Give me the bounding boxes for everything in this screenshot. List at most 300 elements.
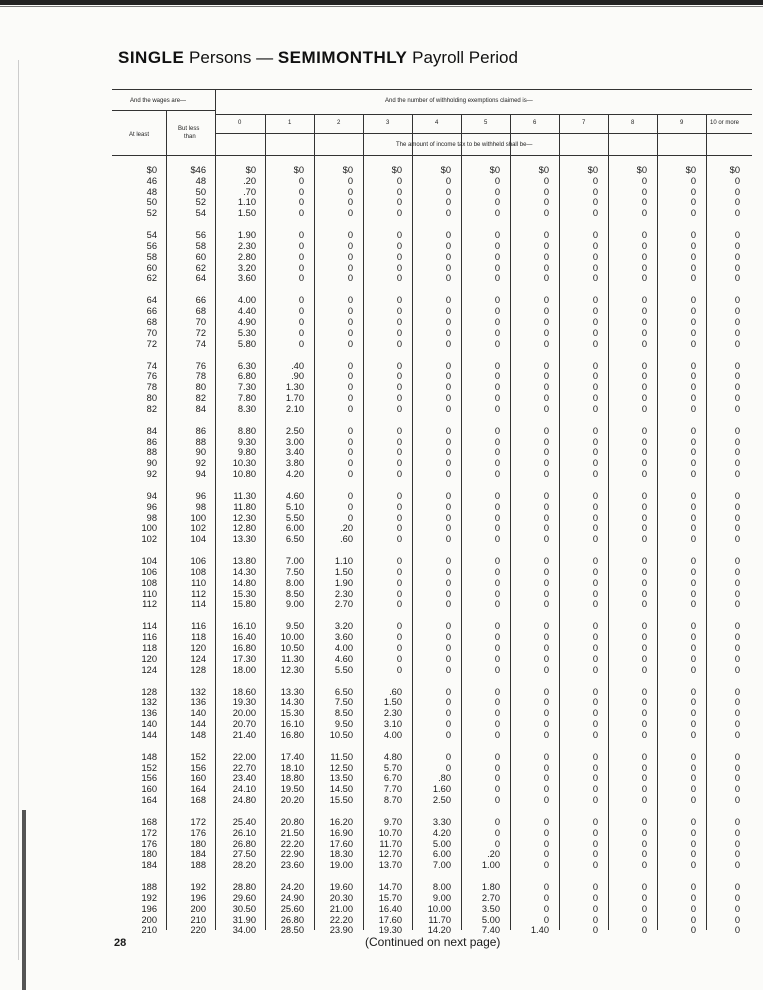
- tax-amount: 0: [543, 697, 549, 708]
- tax-amount: 0: [347, 425, 353, 436]
- tax-amount: 4.00: [237, 295, 256, 306]
- tax-amount: 0: [445, 175, 451, 186]
- tax-amount: 0: [445, 360, 451, 371]
- tax-amount: 0: [734, 719, 740, 729]
- col-header-7: 7: [582, 120, 586, 126]
- wage-at-least: $0: [146, 165, 157, 175]
- wage-but-less: 74: [195, 338, 206, 349]
- tax-amount: 0: [592, 251, 598, 262]
- tax-amount: 19.00: [329, 860, 353, 871]
- tax-amount: 0: [641, 230, 647, 241]
- wage-at-least: 156: [141, 773, 157, 784]
- tax-amount: 0: [734, 382, 740, 393]
- wage-at-least: 78: [146, 382, 157, 393]
- tax-amount: 0: [734, 903, 740, 914]
- tax-amount: 0: [734, 338, 740, 349]
- tax-amount: 0: [641, 643, 647, 653]
- tax-amount: 0: [543, 784, 549, 795]
- tax-amount: 0: [347, 469, 353, 479]
- tax-amount: 0: [396, 577, 402, 588]
- tax-amount: 10.50: [280, 643, 304, 653]
- tax-amount: 0: [690, 567, 696, 577]
- tax-amount: 0: [445, 491, 451, 501]
- tax-amount: 0: [592, 197, 598, 208]
- tax-amount: 0: [641, 317, 647, 327]
- wage-but-less: 128: [190, 664, 206, 675]
- tax-amount: 3.00: [285, 436, 304, 447]
- tax-amount: 26.80: [280, 914, 304, 925]
- tax-amount: 25.40: [232, 817, 256, 827]
- wage-but-less: 110: [191, 577, 206, 588]
- tax-amount: 0: [445, 371, 451, 382]
- tax-amount: 0: [592, 849, 598, 860]
- tax-amount: 0: [396, 262, 402, 273]
- tax-amount: 0: [690, 360, 696, 371]
- tax-amount: 0: [592, 882, 598, 893]
- tax-amount: 0: [592, 719, 598, 729]
- tax-amount: 0: [445, 306, 451, 317]
- tax-amount: 0: [494, 501, 500, 512]
- wage-at-least: 66: [146, 306, 157, 317]
- tax-amount: 0: [690, 491, 696, 501]
- tax-amount: 0: [690, 197, 696, 208]
- tax-amount: 0: [445, 577, 451, 588]
- tax-amount: 0: [494, 393, 500, 403]
- tax-amount: 20.00: [232, 708, 256, 719]
- tax-amount: 0: [396, 599, 402, 610]
- tax-amount: 0: [592, 458, 598, 469]
- tax-amount: 0: [690, 393, 696, 403]
- tax-amount: 0: [690, 817, 696, 827]
- tax-amount: 0: [347, 403, 353, 414]
- tax-amount: 0: [494, 491, 500, 501]
- tax-amount: 0: [734, 393, 740, 403]
- tax-amount: 9.50: [285, 621, 304, 632]
- wage-but-less: 152: [190, 751, 206, 762]
- wage-at-least: 160: [141, 784, 157, 795]
- tax-amount: 0: [396, 241, 402, 251]
- tax-amount: 14.70: [378, 882, 402, 893]
- tax-amount: 4.20: [285, 469, 304, 479]
- tax-amount: 8.50: [334, 708, 353, 719]
- tax-amount: 0: [396, 664, 402, 675]
- wage-at-least: 82: [146, 403, 157, 414]
- header-but-less: But less: [178, 126, 200, 132]
- wage-but-less: 48: [195, 175, 206, 186]
- tax-amount: 0: [690, 501, 696, 512]
- tax-amount: $0: [729, 165, 740, 175]
- tax-amount: 0: [494, 175, 500, 186]
- wage-but-less: 120: [190, 643, 206, 653]
- tax-amount: 0: [734, 501, 740, 512]
- tax-amount: 0: [298, 241, 304, 251]
- wage-but-less: 70: [195, 317, 206, 327]
- wage-but-less: 80: [195, 382, 206, 393]
- tax-amount: 0: [690, 762, 696, 773]
- wage-at-least: 80: [146, 393, 157, 403]
- tax-amount: 0: [734, 360, 740, 371]
- tax-amount: 0: [690, 588, 696, 599]
- tax-amount: 0: [445, 501, 451, 512]
- tax-amount: 0: [445, 708, 451, 719]
- tax-amount: 7.00: [285, 556, 304, 567]
- tax-amount: 0: [494, 360, 500, 371]
- tax-amount: 0: [396, 186, 402, 197]
- tax-amount: 0: [445, 664, 451, 675]
- tax-amount: 22.70: [232, 762, 256, 773]
- tax-amount: 0: [396, 230, 402, 241]
- tax-amount: 0: [690, 849, 696, 860]
- tax-amount: 0: [396, 306, 402, 317]
- tax-amount: 0: [347, 501, 353, 512]
- tax-amount: 11.70: [379, 838, 402, 849]
- tax-amount: 3.80: [285, 458, 304, 469]
- wage-at-least: 184: [141, 860, 157, 871]
- wage-at-least: 52: [146, 208, 157, 219]
- tax-amount: 0: [690, 512, 696, 523]
- wage-at-least: 60: [146, 262, 157, 273]
- wage-but-less: 132: [190, 686, 206, 697]
- tax-amount: 0: [592, 599, 598, 610]
- tax-amount: 10.70: [378, 827, 402, 838]
- tax-amount: 1.10: [237, 197, 256, 208]
- tax-amount: 0: [298, 208, 304, 219]
- tax-amount: 0: [592, 817, 598, 827]
- tax-amount: 0: [494, 653, 500, 664]
- tax-amount: 0: [396, 458, 402, 469]
- tax-amount: 0: [347, 175, 353, 186]
- tax-amount: $0: [636, 165, 647, 175]
- tax-amount: 0: [592, 262, 598, 273]
- tax-amount: 0: [494, 251, 500, 262]
- tax-amount: 0: [494, 425, 500, 436]
- tax-amount: 1.50: [383, 697, 402, 708]
- tax-amount: 10.30: [232, 458, 256, 469]
- tax-amount: 3.50: [481, 903, 500, 914]
- tax-amount: 0: [494, 338, 500, 349]
- tax-amount: 0: [734, 664, 740, 675]
- wage-but-less: 58: [195, 241, 206, 251]
- tax-amount: 0: [347, 491, 353, 501]
- tax-amount: 27.50: [232, 849, 256, 860]
- tax-amount: 0: [494, 556, 500, 567]
- tax-amount: 11.30: [233, 491, 256, 501]
- tax-amount: 0: [690, 599, 696, 610]
- wage-but-less: $46: [190, 165, 206, 175]
- tax-amount: 10.80: [232, 469, 256, 479]
- tax-amount: 0: [592, 230, 598, 241]
- tax-amount: 0: [641, 360, 647, 371]
- tax-amount: 9.30: [237, 436, 256, 447]
- tax-amount: 0: [494, 708, 500, 719]
- tax-amount: 0: [543, 849, 549, 860]
- tax-amount: 2.70: [334, 599, 353, 610]
- tax-amount: 0: [690, 664, 696, 675]
- tax-amount: 0: [494, 208, 500, 219]
- tax-amount: 0: [396, 523, 402, 534]
- tax-amount: 0: [592, 773, 598, 784]
- tax-amount: 5.10: [285, 501, 304, 512]
- tax-amount: 8.80: [237, 425, 256, 436]
- wage-at-least: 102: [141, 534, 157, 545]
- wage-but-less: 124: [190, 653, 206, 664]
- tax-amount: 0: [690, 903, 696, 914]
- tax-amount: 0: [641, 632, 647, 643]
- wage-but-less: 114: [191, 599, 206, 610]
- tax-amount: 0: [641, 664, 647, 675]
- tax-amount: 0: [734, 697, 740, 708]
- wage-but-less: 220: [190, 925, 206, 936]
- tax-amount: 0: [543, 208, 549, 219]
- tax-amount: 0: [592, 708, 598, 719]
- wage-at-least: 144: [141, 729, 157, 740]
- tax-amount: 0: [298, 295, 304, 306]
- tax-amount: 0: [347, 458, 353, 469]
- tax-amount: 0: [494, 588, 500, 599]
- tax-amount: 0: [734, 273, 740, 284]
- tax-amount: 0: [298, 327, 304, 338]
- tax-amount: 0: [396, 295, 402, 306]
- tax-amount: 0: [543, 262, 549, 273]
- tax-amount: 0: [494, 729, 500, 740]
- tax-amount: 0: [592, 914, 598, 925]
- col-header-0: 0: [238, 120, 242, 126]
- tax-amount: 0: [347, 230, 353, 241]
- tax-amount: 0: [641, 382, 647, 393]
- tax-amount: 3.40: [285, 447, 304, 458]
- tax-amount: 0: [445, 751, 451, 762]
- tax-amount: 12.30: [280, 664, 304, 675]
- wage-at-least: 210: [141, 925, 157, 936]
- tax-amount: 0: [592, 893, 598, 903]
- tax-amount: 0: [445, 762, 451, 773]
- tax-amount: 0: [690, 914, 696, 925]
- tax-amount: 0: [690, 382, 696, 393]
- tax-amount: 0: [543, 762, 549, 773]
- tax-amount: 0: [298, 230, 304, 241]
- tax-amount: 0: [445, 697, 451, 708]
- tax-amount: 0: [690, 208, 696, 219]
- tax-amount: 1.30: [285, 382, 304, 393]
- tax-amount: 0: [641, 523, 647, 534]
- tax-amount: 0: [641, 556, 647, 567]
- tax-amount: 0: [445, 523, 451, 534]
- tax-amount: 0: [592, 686, 598, 697]
- tax-amount: 22.20: [329, 914, 353, 925]
- title-semimonthly: SEMIMONTHLY: [277, 48, 408, 67]
- tax-amount: 0: [641, 849, 647, 860]
- tax-amount: 15.30: [280, 708, 304, 719]
- tax-amount: 0: [641, 914, 647, 925]
- tax-amount: 0: [592, 795, 598, 805]
- tax-amount: 0: [494, 827, 500, 838]
- tax-amount: 0: [494, 447, 500, 458]
- wage-at-least: 168: [141, 817, 157, 827]
- tax-amount: 19.30: [232, 697, 256, 708]
- tax-amount: 0: [347, 512, 353, 523]
- tax-amount: 0: [592, 186, 598, 197]
- tax-amount: 0: [592, 653, 598, 664]
- tax-amount: 0: [641, 795, 647, 805]
- col-header-4: 4: [435, 120, 439, 126]
- tax-amount: 20.30: [329, 893, 353, 903]
- tax-amount: 0: [298, 197, 304, 208]
- wage-at-least: 86: [146, 436, 157, 447]
- wage-at-least: 118: [142, 643, 157, 653]
- tax-amount: 20.20: [280, 795, 304, 805]
- tax-amount: 4.80: [383, 751, 402, 762]
- tax-amount: 0: [445, 534, 451, 545]
- tax-amount: 9.80: [237, 447, 256, 458]
- tax-amount: 0: [396, 175, 402, 186]
- tax-amount: 28.50: [280, 925, 304, 936]
- tax-amount: 0: [445, 719, 451, 729]
- tax-amount: 0: [445, 567, 451, 577]
- tax-amount: 0: [494, 577, 500, 588]
- tax-amount: 0: [734, 773, 740, 784]
- tax-amount: 5.70: [383, 762, 402, 773]
- col-header-10: 10 or more: [710, 120, 740, 126]
- tax-amount: 0: [445, 588, 451, 599]
- tax-amount: 0: [690, 827, 696, 838]
- tax-amount: 0: [543, 643, 549, 653]
- tax-amount: 0: [641, 469, 647, 479]
- tax-amount: .60: [389, 686, 402, 697]
- tax-amount: 8.00: [432, 882, 451, 893]
- tax-amount: 28.80: [232, 882, 256, 893]
- wage-but-less: 184: [190, 849, 206, 860]
- tax-amount: 0: [641, 512, 647, 523]
- tax-amount: 0: [734, 371, 740, 382]
- tax-amount: 0: [734, 751, 740, 762]
- tax-amount: 0: [690, 447, 696, 458]
- tax-amount: 3.20: [237, 262, 256, 273]
- tax-amount: 0: [592, 360, 598, 371]
- wage-at-least: 88: [146, 447, 157, 458]
- wage-at-least: 94: [146, 491, 157, 501]
- tax-amount: 0: [592, 751, 598, 762]
- tax-amount: 6.00: [432, 849, 451, 860]
- tax-amount: 0: [298, 251, 304, 262]
- tax-amount: 0: [445, 382, 451, 393]
- tax-amount: 0: [494, 371, 500, 382]
- page-number: 28: [114, 937, 127, 949]
- tax-amount: 7.30: [237, 382, 256, 393]
- tax-amount: 0: [641, 903, 647, 914]
- wage-but-less: 118: [191, 632, 206, 643]
- wage-at-least: 196: [141, 903, 157, 914]
- tax-amount: 0: [445, 469, 451, 479]
- tax-amount: 0: [641, 393, 647, 403]
- tax-amount: 24.20: [280, 882, 304, 893]
- tax-amount: 0: [494, 817, 500, 827]
- wage-but-less: 96: [195, 491, 206, 501]
- tax-amount: 12.80: [232, 523, 256, 534]
- wage-at-least: 96: [146, 501, 157, 512]
- wage-but-less: 116: [191, 621, 206, 632]
- tax-amount: .70: [243, 186, 256, 197]
- tax-amount: 0: [543, 523, 549, 534]
- tax-amount: 0: [690, 186, 696, 197]
- tax-amount: 0: [298, 175, 304, 186]
- tax-amount: 0: [592, 827, 598, 838]
- tax-amount: 0: [734, 588, 740, 599]
- tax-amount: 0: [641, 751, 647, 762]
- tax-amount: 21.00: [329, 903, 353, 914]
- tax-amount: 0: [396, 447, 402, 458]
- tax-amount: 23.90: [329, 925, 353, 936]
- tax-amount: 0: [494, 436, 500, 447]
- tax-amount: 24.90: [280, 893, 304, 903]
- tax-amount: 0: [445, 512, 451, 523]
- col-header-3: 3: [386, 120, 390, 126]
- tax-amount: 0: [445, 197, 451, 208]
- tax-amount: 0: [543, 914, 549, 925]
- tax-amount: 0: [734, 197, 740, 208]
- tax-amount: 24.80: [232, 795, 256, 805]
- tax-amount: 13.30: [280, 686, 304, 697]
- tax-amount: 25.60: [280, 903, 304, 914]
- tax-amount: 0: [543, 795, 549, 805]
- wage-but-less: 78: [195, 371, 206, 382]
- tax-amount: 0: [543, 512, 549, 523]
- wage-at-least: 188: [141, 882, 157, 893]
- wage-at-least: 112: [142, 599, 157, 610]
- tax-amount: 0: [543, 664, 549, 675]
- tax-amount: 4.90: [237, 317, 256, 327]
- tax-amount: 0: [445, 338, 451, 349]
- tax-amount: 0: [543, 817, 549, 827]
- tax-amount: 0: [543, 653, 549, 664]
- tax-amount: 0: [494, 784, 500, 795]
- tax-amount: 0: [592, 327, 598, 338]
- tax-amount: 0: [734, 534, 740, 545]
- tax-amount: 0: [641, 327, 647, 338]
- tax-amount: 0: [641, 860, 647, 871]
- tax-amount: 4.20: [432, 827, 451, 838]
- tax-amount: 0: [641, 447, 647, 458]
- tax-amount: 0: [347, 241, 353, 251]
- tax-amount: 0: [592, 208, 598, 219]
- tax-amount: 0: [690, 719, 696, 729]
- tax-amount: 5.00: [481, 914, 500, 925]
- tax-amount: 0: [690, 686, 696, 697]
- tax-amount: 0: [641, 403, 647, 414]
- tax-amount: 0: [641, 588, 647, 599]
- wage-at-least: 110: [142, 588, 157, 599]
- tax-amount: 0: [690, 893, 696, 903]
- tax-amount: 0: [494, 317, 500, 327]
- tax-amount: 0: [543, 338, 549, 349]
- tax-amount: 3.60: [237, 273, 256, 284]
- tax-amount: $0: [440, 165, 451, 175]
- tax-amount: 0: [592, 425, 598, 436]
- wage-but-less: 102: [190, 523, 206, 534]
- tax-amount: 3.30: [432, 817, 451, 827]
- tax-amount: 0: [641, 577, 647, 588]
- tax-amount: 4.60: [334, 653, 353, 664]
- tax-amount: 0: [543, 186, 549, 197]
- tax-amount: 0: [347, 306, 353, 317]
- tax-amount: 0: [543, 393, 549, 403]
- wage-at-least: 100: [141, 523, 157, 534]
- tax-amount: 0: [690, 230, 696, 241]
- tax-amount: 0: [641, 175, 647, 186]
- tax-amount: 0: [592, 729, 598, 740]
- tax-amount: 8.50: [285, 588, 304, 599]
- tax-amount: 0: [543, 893, 549, 903]
- tax-amount: 4.00: [334, 643, 353, 653]
